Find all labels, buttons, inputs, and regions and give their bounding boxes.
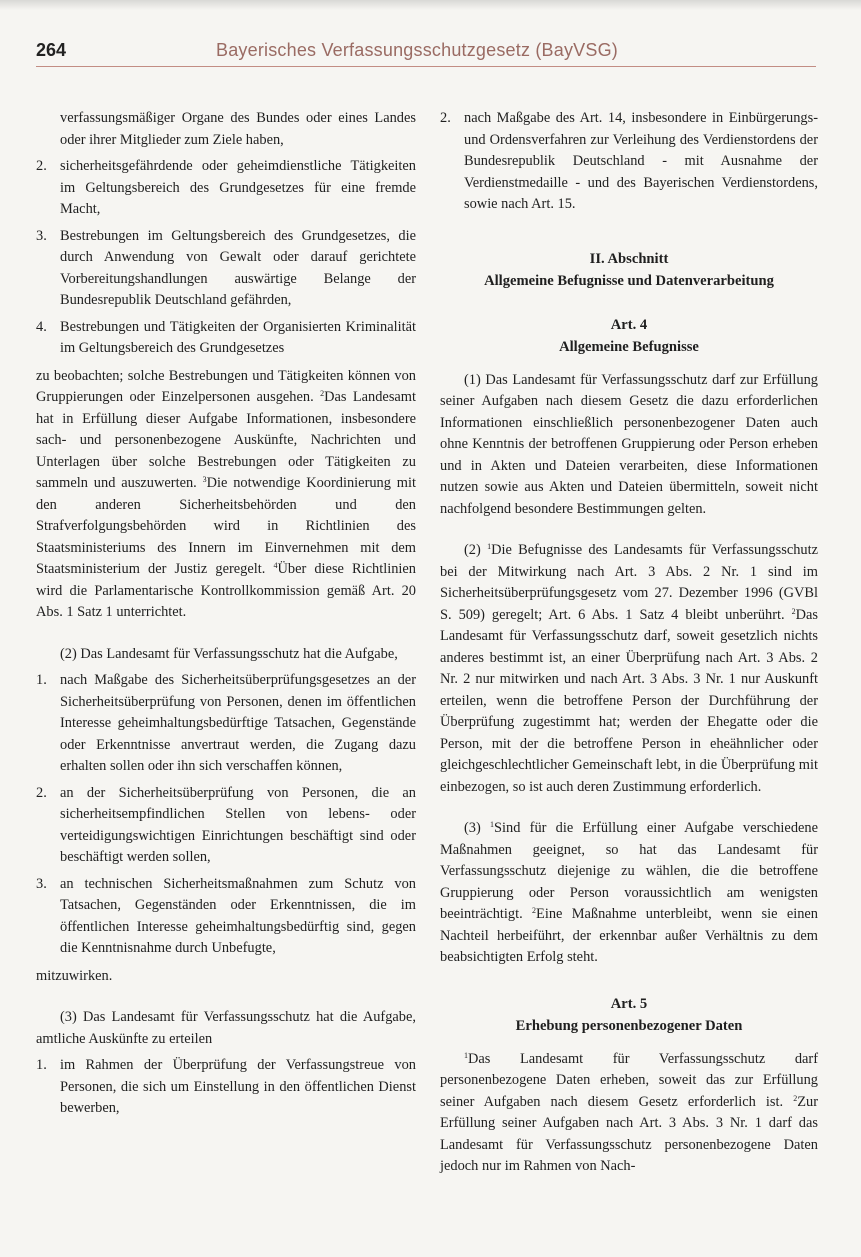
sentence-number: 2 [791, 606, 796, 616]
article-4-subtitle: Allgemeine Befugnisse [559, 338, 699, 355]
sentence-number: 2 [793, 1093, 798, 1103]
article-4-paragraph-1: (1) Das Landesamt für Verfassungsschutz darf zur Erfüllung seiner Aufgaben nach diesem Gesetz die dazu erforderlichen Informationen einschließlich personenbezogener Daten auch ohne Kenntnis der betroffenen Gruppierung oder Person erheben und in Akten und Dateien verarbeiten, diese Informationen nutzen sowie aus Akten und Dateien übermitteln, soweit nicht nachfolgend besondere Bestimmungen gelten. [440, 371, 818, 517]
list-number: 3. [36, 227, 47, 244]
right-column [440, 108, 818, 1178]
sentence: zu beobachten; solche Bestrebungen und Tätigkeiten können von Gruppierungen oder Einzelpersonen ausgehen. [36, 367, 416, 405]
continued-paragraph: verfassungsmäßiger Organe des Bundes oder eines Landes oder ihrer Mitglieder zum Ziele haben, [60, 110, 416, 148]
section-subtitle: Allgemeine Befugnisse und Datenverarbeitung [484, 272, 774, 289]
list-item [36, 874, 416, 960]
header-title: Bayerisches Verfassungsschutzgesetz (BayVSG) [216, 40, 618, 60]
list-item [36, 783, 416, 869]
list-number: 1. [36, 1057, 47, 1073]
paragraph-1-continuation [36, 366, 416, 624]
list-item [36, 670, 416, 778]
sentence-number: 4 [273, 561, 278, 570]
section-title: II. Abschnitt [589, 250, 669, 267]
list-number: 3. [36, 875, 47, 892]
list-item [36, 1055, 416, 1120]
article-4-paragraph-2 [440, 540, 818, 798]
sentence: Das Landesamt hat in Erfüllung dieser Aufgabe Informationen, insbesondere sach- und personenbezogene Auskünfte, Nachrichten und Unterlagen über solche Bestrebungen oder Tätigkeiten zu sammeln und auszuwerten. [36, 389, 416, 491]
list-item [36, 156, 416, 221]
article-5-subtitle: Erhebung personenbezogener Daten [515, 1017, 743, 1034]
paragraph-number: (3) [464, 820, 491, 836]
page-top-shadow [0, 0, 861, 10]
article-4-title: Art. 4 [610, 316, 648, 333]
sentence: Zur Erfüllung seiner Aufgaben nach Art. 3 Abs. 3 Nr. 1 darf das Landesamt für Verfassungsschutz personenbezogene Daten jedoch nur im Rahmen von Nach- [440, 1093, 818, 1174]
list-text: nach Maßgabe des Art. 14, insbesondere in Einbürgerungs- und Ordensverfahren zur Verleihung des Verdienstordens der Bundesrepublik Deutschland - mit Ausnahme der Verdienstmedaille - und des Bayerischen Verdienstordens, sowie nach Art. 15. [464, 110, 818, 212]
left-column [36, 108, 416, 1120]
paragraph-3: (3) Das Landesamt für Verfassungsschutz hat die Aufgabe, amtliche Auskünfte zu erteilen [36, 1009, 416, 1047]
list-text: sicherheitsgefährdende oder geheimdienstliche Tätigkeiten im Geltungsbereich des Grundgesetzes für eine fremde Macht, [60, 158, 416, 217]
sentence: Das Landesamt für Verfassungsschutz darf, soweit gesetzlich nichts anderes bestimmt ist, an einer Überprüfung nach Art. 3 Abs. 2 Nr. 2 nur mitwirken und nach Art. 3 Abs. 3 Nr. 1 nur Auskunft erteilen, wenn die betroffene Person der Durchführung der Überprüfung zugestimmt hat; werden der Ehegatte oder die Person, mit der die betroffene Person in eheähnlicher oder gleichgeschlechtlicher Gemeinschaft lebt, in die Überprüfung mit einbezogen, so ist auch deren Zustimmung erforderlich. [440, 606, 818, 795]
list-text: nach Maßgabe des Sicherheitsüberprüfungsgesetzes an der Sicherheitsüberprüfung von Personen, denen im öffentlichen Interesse geheimhaltungsbedürftige Tatsachen, Gegenstände oder Erkenntnisse anvertraut werden, die Zugang dazu erhalten sollen oder ihn sich verschaffen können, [60, 672, 416, 774]
list-number: 4. [36, 318, 47, 335]
list-number: 2. [36, 784, 47, 801]
list-number: 2. [440, 110, 451, 126]
running-header [36, 40, 816, 68]
list-number: 1. [36, 672, 47, 688]
sentence-number: 1 [487, 542, 492, 551]
list-text: Bestrebungen im Geltungsbereich des Grundgesetzes, die durch Anwendung von Gewalt oder darauf gerichtete Vorbereitungshandlungen auswärtige Belange der Bundesrepublik Deutschland gefährden, [60, 227, 416, 308]
article-5-paragraph [440, 1049, 818, 1178]
list-item [440, 108, 818, 216]
list-item [36, 226, 416, 312]
list-text: im Rahmen der Überprüfung der Verfassungstreue von Personen, die sich um Einstellung in den öffentlichen Dienst bewerben, [60, 1057, 416, 1116]
header-rule [36, 66, 816, 67]
sentence-number: 1 [490, 820, 495, 829]
paragraph-number: (2) [464, 542, 488, 558]
sentence: Das Landesamt für Verfassungsschutz darf personenbezogene Daten erheben, soweit das zur Erfüllung seiner Aufgaben nach diesem Gesetz erforderlich ist. [440, 1050, 818, 1110]
list-text: an technischen Sicherheitsmaßnahmen zum Schutz von Tatsachen, Gegenständen oder Erkenntnissen, die im öffentlichen Interesse geheimhaltungsbedürftig sind, gegen die Kenntnisnahme durch Unbefugte, [60, 875, 416, 956]
list-text: Bestrebungen und Tätigkeiten der Organisierten Kriminalität im Geltungsbereich des Grundgesetzes [60, 318, 416, 356]
sentence-number: 2 [532, 906, 537, 915]
list-item [36, 317, 416, 360]
sentence-number: 1 [464, 1050, 468, 1060]
paragraph-2: (2) Das Landesamt für Verfassungsschutz hat die Aufgabe, [60, 645, 398, 662]
page-number: 264 [36, 40, 67, 60]
article-4-paragraph-3 [440, 818, 818, 969]
article-5-title: Art. 5 [610, 995, 648, 1012]
list-text: an der Sicherheitsüberprüfung von Personen, die an sicherheitsempfindlichen Stellen von lebens- oder verteidigungswichtigen Einrichtungen beschäftigt sind oder beschäftigt werden sollen, [60, 784, 416, 865]
sentence: Über diese Richtlinien wird die Parlamentarische Kontrollkommission gemäß Art. 20 Abs. 1 Satz 1 unterrichtet. [36, 561, 416, 620]
list-number: 2. [36, 158, 47, 174]
sentence-number: 2 [320, 389, 325, 398]
sentence: Sind für die Erfüllung einer Aufgabe verschiedene Maßnahmen geeignet, so hat das Landesamt für Verfassungsschutz diejenige zu wählen, die die betroffene Gruppierung oder Person voraussichtlich am wenigsten beeinträchtigt. [440, 820, 818, 922]
sentence-number: 3 [202, 475, 207, 484]
sentence: Die notwendige Koordinierung mit den anderen Sicherheitsbehörden und den Strafverfolgungsbehörden wird in Richtlinien des Staatsministeriums des Innern im Einvernehmen mit dem Staatsministerium der Justiz geregelt. [36, 475, 416, 577]
mitzuwirken-line: mitzuwirken. [36, 967, 113, 984]
sentence: Die Befugnisse des Landesamts für Verfassungsschutz bei der Mitwirkung nach Art. 3 Abs. 2 Nr. 1 sind im Sicherheitsüberprüfungsgesetz vom 27. Dezember 1996 (GVBl S. 509) geregelt; Art. 6 Abs. 1 Satz 4 bleibt unberührt. [440, 542, 818, 623]
sentence: Eine Maßnahme unterbleibt, wenn sie einen Nachteil herbeiführt, der erkennbar außer Verhältnis zu dem beabsichtigten Erfolg steht. [440, 906, 818, 965]
